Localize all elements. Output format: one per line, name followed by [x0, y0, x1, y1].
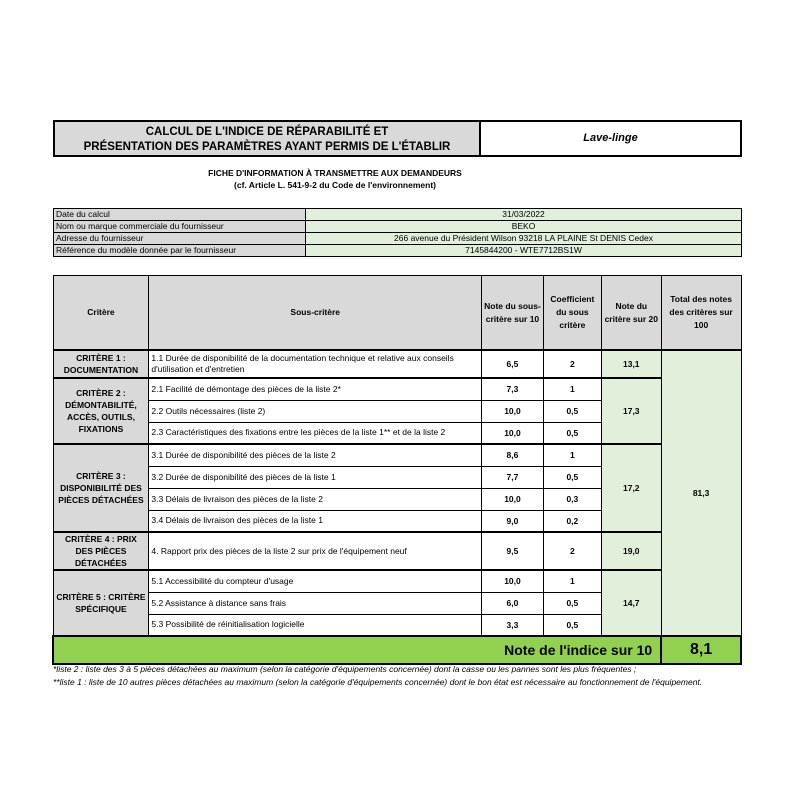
subcriterion-label: 3.2 Durée de disponibilité des pièces de la liste 1: [149, 466, 482, 488]
document-title: [53, 120, 481, 157]
subcriterion-note: 10,0: [482, 422, 544, 444]
subcriterion-note: 7,7: [482, 466, 544, 488]
subcriterion-label: 2.1 Facilité de démontage des pièces de la liste 2*: [149, 378, 482, 400]
criterion-name: CRITÈRE 1 : DOCUMENTATION: [53, 350, 149, 378]
supplier-info-table: [53, 208, 742, 257]
subcriterion-note: 9,0: [482, 510, 544, 532]
subcriterion-note: 6,0: [482, 592, 544, 614]
info-row: [54, 233, 742, 245]
header-total: Total des notes des critères sur 100: [661, 276, 741, 351]
subcriterion-coef: 0,3: [543, 488, 601, 510]
subcriterion-note: 9,5: [482, 532, 544, 570]
subcriterion-note: 10,0: [482, 570, 544, 592]
info-label: Adresse du fournisseur: [54, 233, 306, 245]
info-row: [54, 245, 742, 257]
subcriterion-coef: 2: [543, 532, 601, 570]
footnote-list2: *liste 2 : liste des 3 à 5 pièces détachées au maximum (selon la catégorie d'équipements concernée) dont la casse ou les pannes sont les plus fréquentes ;: [53, 664, 637, 674]
info-label: Nom ou marque commerciale du fournisseur: [54, 221, 306, 233]
final-score-label: Note de l'indice sur 10: [53, 636, 661, 664]
fiche-line-1: FICHE D'INFORMATION À TRANSMETTRE AUX DEMANDEURS: [208, 168, 462, 178]
info-value: 7145844200 - WTE7712BS1W: [306, 245, 742, 257]
table-row: [53, 378, 741, 400]
subcriterion-label: 5.1 Accessibilité du compteur d'usage: [149, 570, 482, 592]
title-line-2: PRÉSENTATION DES PARAMÈTRES AYANT PERMIS DE L'ÉTABLIR: [83, 141, 451, 153]
table-row: [53, 350, 741, 378]
total-100: 81,3: [661, 350, 741, 636]
subcriterion-note: 6,5: [482, 350, 544, 378]
footnotes: [53, 663, 743, 689]
subcriterion-coef: 0,5: [543, 422, 601, 444]
subcriterion-coef: 1: [543, 378, 601, 400]
subcriterion-label: 2.3 Caractéristiques des fixations entre les pièces de la liste 1** et de la liste 2: [149, 422, 482, 444]
subcriterion-label: 4. Rapport prix des pièces de la liste 2 sur prix de l'équipement neuf: [149, 532, 482, 570]
subcriterion-label: 2.2 Outils nécessaires (liste 2): [149, 400, 482, 422]
info-row: [54, 221, 742, 233]
info-value: 31/03/2022: [306, 209, 742, 221]
info-label: Date du calcul: [54, 209, 306, 221]
footnote-list1: **liste 1 : liste de 10 autres pièces détachées au maximum (selon la catégorie d'équipements concernée) dont le bon état est nécessaire au fonctionnement de l'équipement.: [53, 677, 703, 687]
table-row: [53, 532, 741, 570]
criterion-note20: 14,7: [601, 570, 661, 636]
subcriterion-note: 7,3: [482, 378, 544, 400]
table-row: [53, 444, 741, 466]
info-row: [54, 209, 742, 221]
criterion-name: CRITÈRE 4 : PRIX DES PIÈCES DÉTACHÉES: [53, 532, 149, 570]
subcriterion-coef: 0,2: [543, 510, 601, 532]
subcriterion-coef: 1: [543, 570, 601, 592]
subcriterion-coef: 0,5: [543, 400, 601, 422]
subcriterion-coef: 0,5: [543, 466, 601, 488]
criterion-note20: 13,1: [601, 350, 661, 378]
info-value: BEKO: [306, 221, 742, 233]
criterion-name: CRITÈRE 5 : CRITÈRE SPÉCIFIQUE: [53, 570, 149, 636]
subcriterion-label: 3.4 Délais de livraison des pièces de la liste 1: [149, 510, 482, 532]
header-note10: Note du sous-critère sur 10: [482, 276, 544, 351]
header-coef: Coefficient du sous critère: [543, 276, 601, 351]
subcriterion-label: 3.3 Délais de livraison des pièces de la liste 2: [149, 488, 482, 510]
subcriterion-note: 8,6: [482, 444, 544, 466]
criterion-name: CRITÈRE 3 : DISPONIBILITÉ DES PIÈCES DÉTACHÉES: [53, 444, 149, 532]
subcriterion-note: 3,3: [482, 614, 544, 636]
header-sous-critere: Sous-critère: [149, 276, 482, 351]
subcriterion-label: 3.1 Durée de disponibilité des pièces de la liste 2: [149, 444, 482, 466]
subcriterion-coef: 0,5: [543, 614, 601, 636]
fiche-subtitle: [150, 167, 520, 191]
criterion-note20: 19,0: [601, 532, 661, 570]
table-header-row: [53, 276, 741, 351]
subcriterion-label: 5.2 Assistance à distance sans frais: [149, 592, 482, 614]
header-critere: Critère: [53, 276, 149, 351]
criterion-name: CRITÈRE 2 : DÉMONTABILITÉ, ACCÈS, OUTILS, FIXATIONS: [53, 378, 149, 444]
final-score-row: [53, 636, 741, 664]
subcriterion-coef: 1: [543, 444, 601, 466]
info-value: 266 avenue du Président Wilson 93218 LA PLAINE St DENIS Cedex: [306, 233, 742, 245]
title-line-1: CALCUL DE L'INDICE DE RÉPARABILITÉ ET: [145, 126, 389, 138]
repairability-table: [52, 275, 742, 665]
subcriterion-label: 5.3 Possibilité de réinitialisation logicielle: [149, 614, 482, 636]
fiche-line-2: (cf. Article L. 541-9-2 du Code de l'environnement): [234, 180, 436, 190]
header-note20: Note du critère sur 20: [601, 276, 661, 351]
criterion-note20: 17,2: [601, 444, 661, 532]
subcriterion-label: 1.1 Durée de disponibilité de la documentation technique et relative aux conseils d'utilisation et d'entretien: [149, 350, 482, 378]
subcriterion-note: 10,0: [482, 488, 544, 510]
final-score-value: 8,1: [661, 636, 741, 664]
criterion-note20: 17,3: [601, 378, 661, 444]
subcriterion-coef: 0,5: [543, 592, 601, 614]
subcriterion-note: 10,0: [482, 400, 544, 422]
subcriterion-coef: 2: [543, 350, 601, 378]
table-row: [53, 570, 741, 592]
product-type: Lave-linge: [480, 120, 742, 157]
info-label: Référence du modèle donnée par le fournisseur: [54, 245, 306, 257]
